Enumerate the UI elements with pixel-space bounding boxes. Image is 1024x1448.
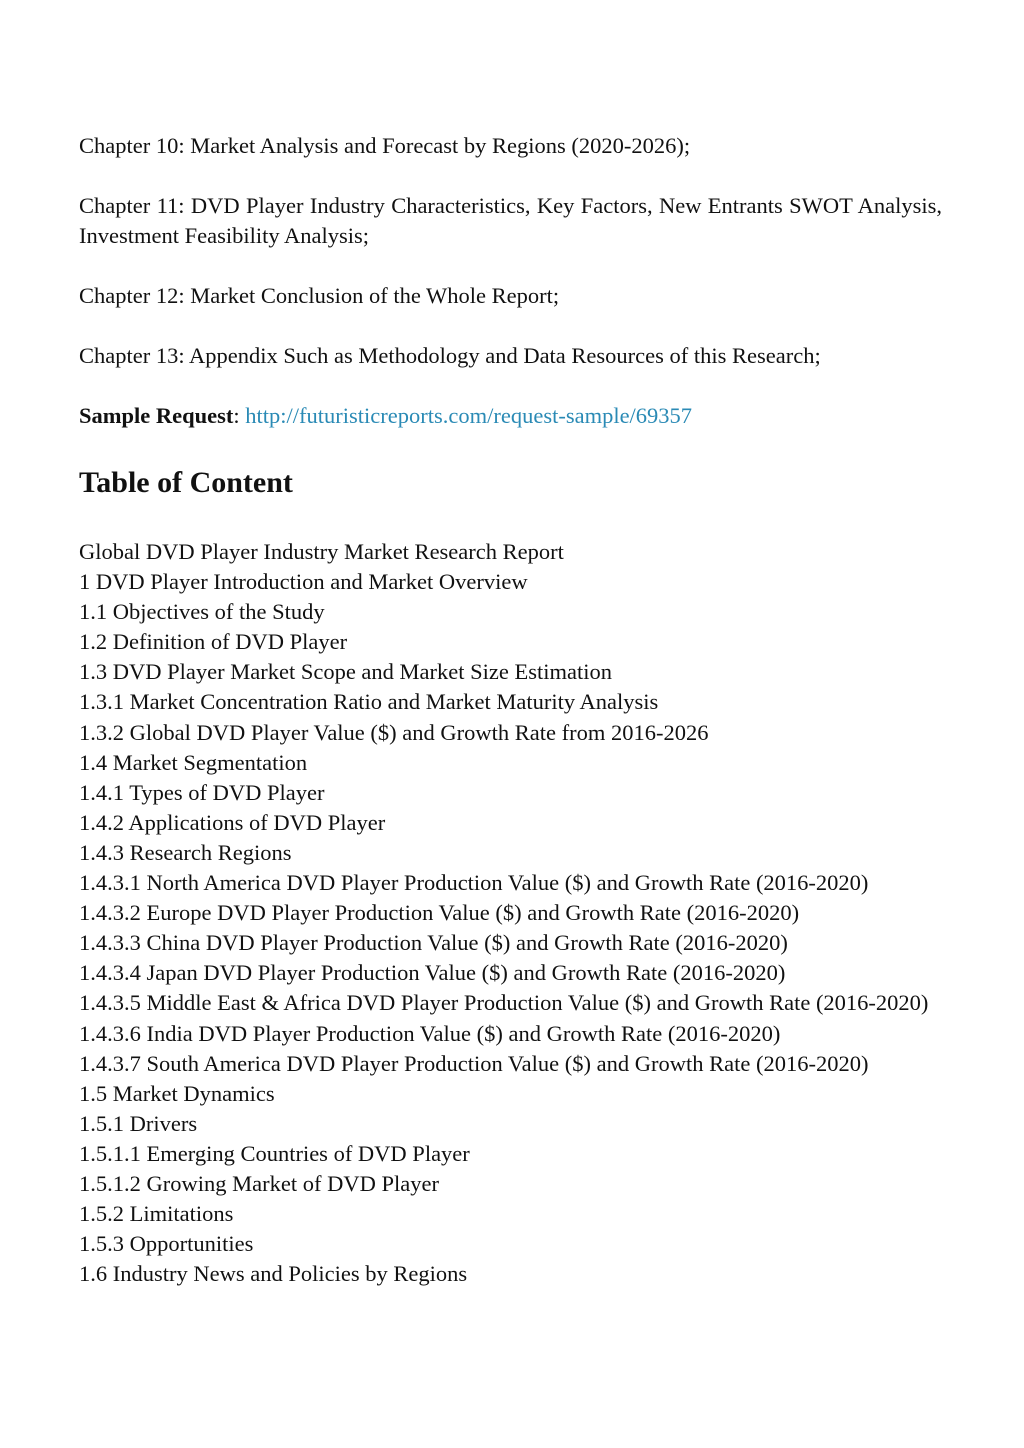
toc-item: 1.4.3.5 Middle East & Africa DVD Player Production Value ($) and Growth Rate (2016-2020) — [79, 990, 929, 1016]
sample-request-label: Sample Request — [79, 403, 234, 428]
toc-item: 1.1 Objectives of the Study — [79, 599, 325, 625]
toc-item: 1.4.3.6 India DVD Player Production Value ($) and Growth Rate (2016-2020) — [79, 1020, 781, 1046]
toc-item: 1.4 Market Segmentation — [79, 749, 308, 775]
toc-item: 1.4.3.7 South America DVD Player Production Value ($) and Growth Rate (2016-2020) — [79, 1050, 869, 1076]
toc-heading: Table of Content — [79, 466, 293, 499]
toc-item: 1.4.3.2 Europe DVD Player Production Value ($) and Growth Rate (2016-2020) — [79, 900, 800, 926]
document-page — [79, 131, 942, 1289]
toc-item: 1.5 Market Dynamics — [79, 1080, 275, 1106]
toc-list — [79, 537, 942, 1289]
toc-item: 1.5.1.1 Emerging Countries of DVD Player — [79, 1140, 470, 1166]
sample-request-line — [79, 401, 942, 431]
toc-item: 1.5.1 Drivers — [79, 1110, 198, 1136]
toc-item: 1.4.3 Research Regions — [79, 839, 292, 865]
sample-request-link[interactable]: http://futuristicreports.com/request-sample/69357 — [245, 403, 693, 428]
chapter-10-text: Chapter 10: Market Analysis and Forecast by Regions (2020-2026); — [79, 133, 691, 158]
toc-item: 1.4.3.1 North America DVD Player Production Value ($) and Growth Rate (2016-2020) — [79, 870, 869, 896]
toc-item: 1.4.2 Applications of DVD Player — [79, 809, 386, 835]
chapter-12-text: Chapter 12: Market Conclusion of the Whole Report; — [79, 283, 560, 308]
toc-item: 1 DVD Player Introduction and Market Overview — [79, 569, 528, 595]
chapter-13-text: Chapter 13: Appendix Such as Methodology and Data Resources of this Research; — [79, 343, 821, 368]
toc-item: 1.5.1.2 Growing Market of DVD Player — [79, 1170, 439, 1196]
chapter-11-text: Chapter 11: DVD Player Industry Characteristics, Key Factors, New Entrants SWOT Analysis, Investment Feasibility Analysis; — [79, 193, 942, 248]
toc-item: 1.4.3.3 China DVD Player Production Value ($) and Growth Rate (2016-2020) — [79, 930, 788, 956]
toc-item: 1.5.2 Limitations — [79, 1201, 234, 1227]
toc-item: 1.2 Definition of DVD Player — [79, 629, 348, 655]
toc-item: 1.3.2 Global DVD Player Value ($) and Growth Rate from 2016-2026 — [79, 719, 709, 745]
toc-item: 1.4.3.4 Japan DVD Player Production Value ($) and Growth Rate (2016-2020) — [79, 960, 786, 986]
toc-item: 1.5.3 Opportunities — [79, 1231, 254, 1257]
toc-item: 1.6 Industry News and Policies by Regions — [79, 1261, 468, 1287]
toc-item: 1.3.1 Market Concentration Ratio and Market Maturity Analysis — [79, 689, 659, 715]
sample-request-separator: : — [233, 403, 246, 428]
toc-item: 1.4.1 Types of DVD Player — [79, 779, 325, 805]
toc-item: Global DVD Player Industry Market Research Report — [79, 539, 564, 564]
toc-item: 1.3 DVD Player Market Scope and Market Size Estimation — [79, 659, 613, 685]
